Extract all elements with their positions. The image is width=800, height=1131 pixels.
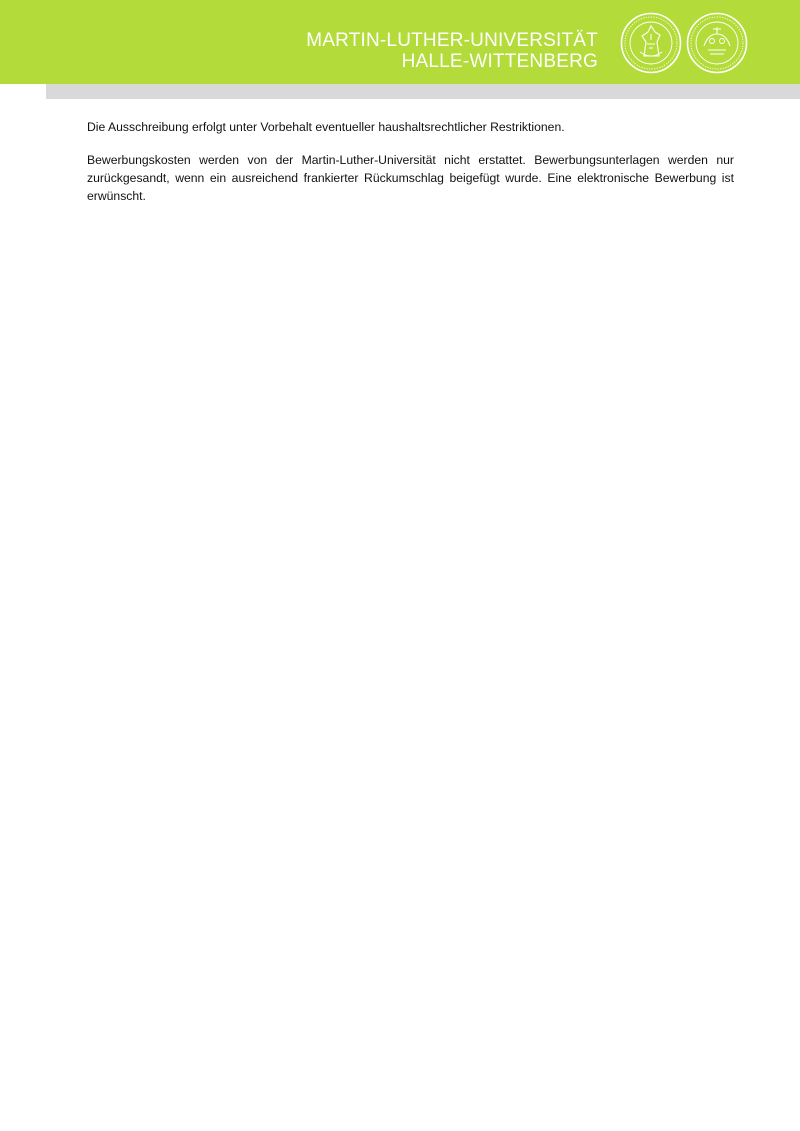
paragraph-budget-reservation: Die Ausschreibung erfolgt unter Vorbehalt eventueller haushaltsrechtlicher Restriktionen. xyxy=(87,120,565,134)
university-seal-icon xyxy=(620,12,682,74)
document-body xyxy=(87,118,734,220)
university-seal-icon xyxy=(686,12,748,74)
university-name xyxy=(306,30,598,72)
paragraph-application-costs: Bewerbungskosten werden von der Martin-Luther-Universität nicht erstattet. Bewerbungsunterlagen werden nur zurückgesandt, wenn ein ausreichend frankierter Rückumschlag beigefügt wurde. Eine elektronische Bewerbung ist erwünscht. xyxy=(87,153,734,203)
university-name-line-2: HALLE-WITTENBERG xyxy=(401,51,598,72)
header-band xyxy=(0,0,800,84)
header-divider xyxy=(46,84,800,99)
university-name-line-1: MARTIN-LUTHER-UNIVERSITÄT xyxy=(306,30,598,51)
